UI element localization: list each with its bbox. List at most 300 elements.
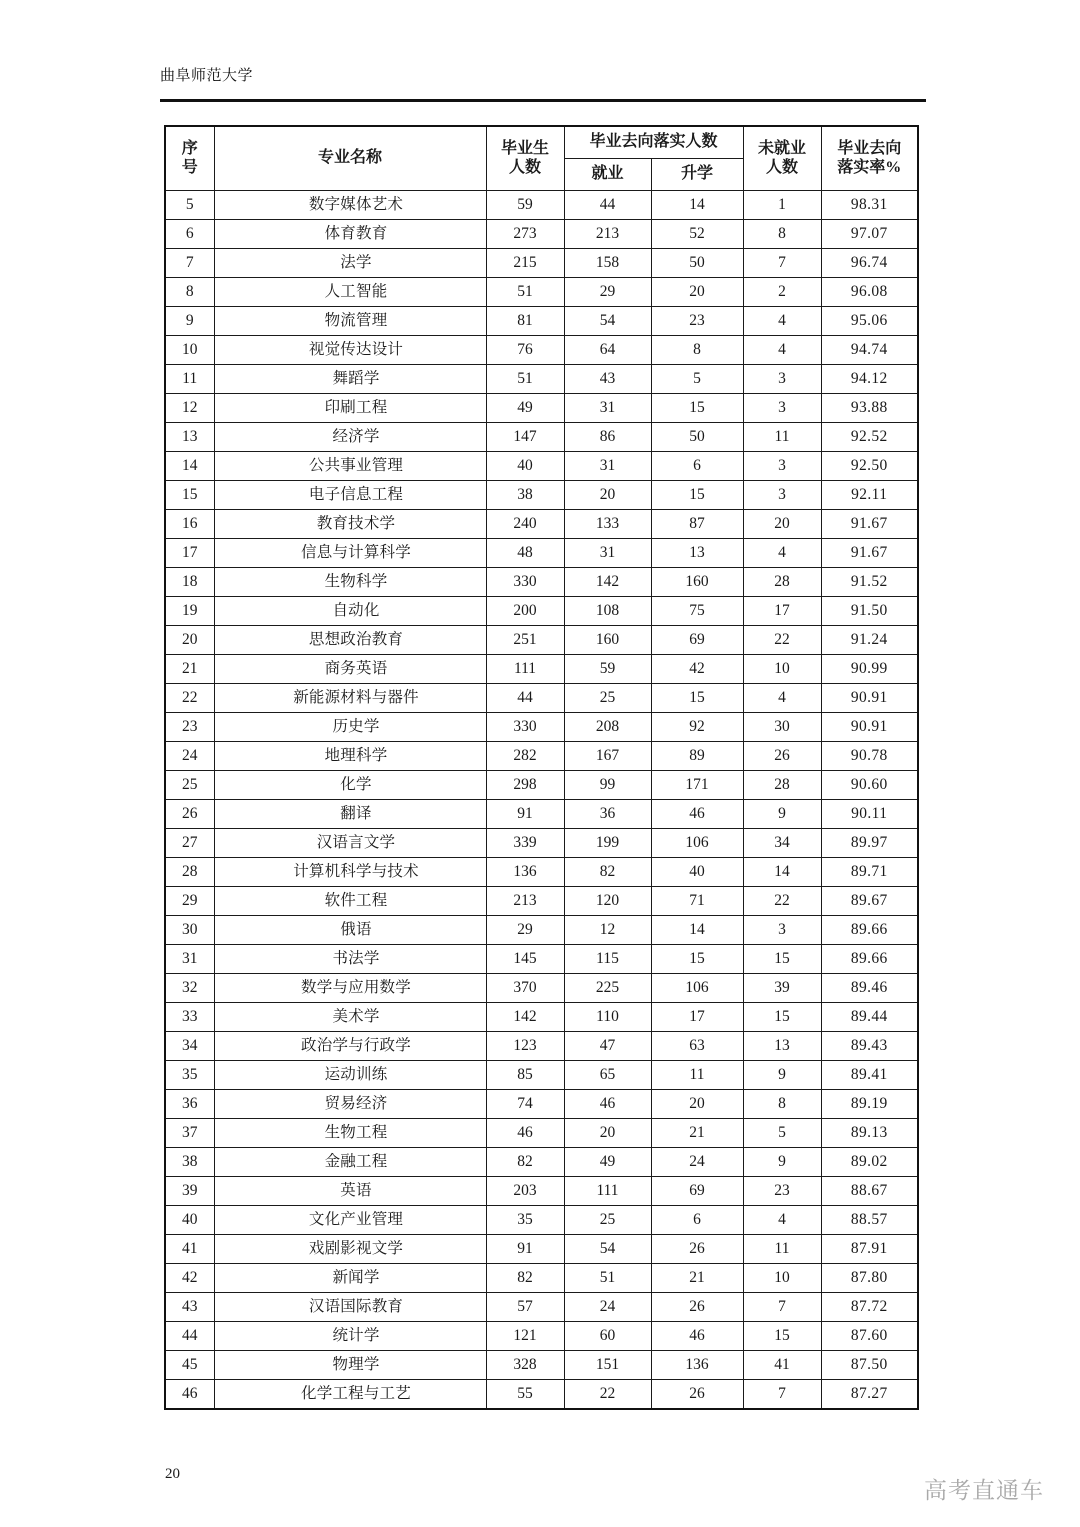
cell-placement-rate: 94.12 <box>821 365 918 394</box>
cell-further-study: 20 <box>651 278 743 307</box>
cell-major-name: 翻译 <box>214 800 486 829</box>
cell-major-name: 运动训练 <box>214 1061 486 1090</box>
cell-graduates: 330 <box>486 568 564 597</box>
table-row <box>165 1061 918 1090</box>
cell-placement-rate: 91.67 <box>821 510 918 539</box>
cell-index: 22 <box>165 684 214 713</box>
cell-employment: 167 <box>564 742 651 771</box>
table-body <box>165 191 918 1410</box>
cell-graduates: 51 <box>486 278 564 307</box>
cell-further-study: 46 <box>651 800 743 829</box>
cell-major-name: 视觉传达设计 <box>214 336 486 365</box>
cell-placement-rate: 94.74 <box>821 336 918 365</box>
cell-index: 14 <box>165 452 214 481</box>
cell-index: 45 <box>165 1351 214 1380</box>
cell-index: 37 <box>165 1119 214 1148</box>
cell-further-study: 26 <box>651 1380 743 1410</box>
cell-major-name: 思想政治教育 <box>214 626 486 655</box>
cell-major-name: 新闻学 <box>214 1264 486 1293</box>
cell-major-name: 英语 <box>214 1177 486 1206</box>
cell-major-name: 政治学与行政学 <box>214 1032 486 1061</box>
cell-employment: 29 <box>564 278 651 307</box>
cell-major-name: 生物科学 <box>214 568 486 597</box>
cell-unemployed: 41 <box>743 1351 821 1380</box>
cell-graduates: 370 <box>486 974 564 1003</box>
cell-major-name: 舞蹈学 <box>214 365 486 394</box>
cell-placement-rate: 92.50 <box>821 452 918 481</box>
cell-major-name: 商务英语 <box>214 655 486 684</box>
cell-placement-rate: 91.52 <box>821 568 918 597</box>
cell-further-study: 26 <box>651 1293 743 1322</box>
cell-graduates: 85 <box>486 1061 564 1090</box>
cell-employment: 110 <box>564 1003 651 1032</box>
cell-index: 17 <box>165 539 214 568</box>
cell-further-study: 14 <box>651 916 743 945</box>
table-row <box>165 191 918 220</box>
table-row <box>165 365 918 394</box>
table-row <box>165 800 918 829</box>
cell-unemployed: 1 <box>743 191 821 220</box>
cell-graduates: 136 <box>486 858 564 887</box>
cell-graduates: 145 <box>486 945 564 974</box>
table-row <box>165 1032 918 1061</box>
cell-employment: 12 <box>564 916 651 945</box>
cell-index: 39 <box>165 1177 214 1206</box>
cell-employment: 86 <box>564 423 651 452</box>
cell-further-study: 6 <box>651 452 743 481</box>
cell-employment: 46 <box>564 1090 651 1119</box>
table-row <box>165 452 918 481</box>
cell-further-study: 69 <box>651 1177 743 1206</box>
cell-graduates: 298 <box>486 771 564 800</box>
cell-major-name: 经济学 <box>214 423 486 452</box>
table-row <box>165 713 918 742</box>
cell-index: 34 <box>165 1032 214 1061</box>
cell-employment: 54 <box>564 307 651 336</box>
cell-unemployed: 20 <box>743 510 821 539</box>
column-header-major: 专业名称 <box>214 126 486 191</box>
university-name: 曲阜师范大学 <box>160 68 254 84</box>
cell-major-name: 物理学 <box>214 1351 486 1380</box>
cell-graduates: 147 <box>486 423 564 452</box>
cell-placement-rate: 89.46 <box>821 974 918 1003</box>
cell-major-name: 化学 <box>214 771 486 800</box>
table-row <box>165 1177 918 1206</box>
cell-employment: 151 <box>564 1351 651 1380</box>
cell-further-study: 8 <box>651 336 743 365</box>
cell-employment: 108 <box>564 597 651 626</box>
table-row <box>165 394 918 423</box>
major-placement-table <box>164 125 919 1410</box>
cell-further-study: 23 <box>651 307 743 336</box>
table-row <box>165 1351 918 1380</box>
cell-index: 26 <box>165 800 214 829</box>
table-row <box>165 1206 918 1235</box>
table-row <box>165 858 918 887</box>
cell-unemployed: 15 <box>743 1322 821 1351</box>
cell-graduates: 46 <box>486 1119 564 1148</box>
cell-employment: 44 <box>564 191 651 220</box>
cell-unemployed: 9 <box>743 1148 821 1177</box>
cell-unemployed: 5 <box>743 1119 821 1148</box>
cell-graduates: 339 <box>486 829 564 858</box>
cell-index: 19 <box>165 597 214 626</box>
cell-further-study: 20 <box>651 1090 743 1119</box>
cell-major-name: 信息与计算科学 <box>214 539 486 568</box>
cell-index: 13 <box>165 423 214 452</box>
cell-employment: 47 <box>564 1032 651 1061</box>
cell-further-study: 17 <box>651 1003 743 1032</box>
cell-employment: 31 <box>564 539 651 568</box>
cell-placement-rate: 87.27 <box>821 1380 918 1410</box>
cell-employment: 60 <box>564 1322 651 1351</box>
column-header-index-line1: 序 <box>181 139 198 157</box>
cell-major-name: 人工智能 <box>214 278 486 307</box>
cell-placement-rate: 87.80 <box>821 1264 918 1293</box>
cell-graduates: 74 <box>486 1090 564 1119</box>
cell-employment: 20 <box>564 1119 651 1148</box>
cell-employment: 158 <box>564 249 651 278</box>
cell-graduates: 40 <box>486 452 564 481</box>
cell-unemployed: 11 <box>743 1235 821 1264</box>
cell-index: 28 <box>165 858 214 887</box>
table-row <box>165 510 918 539</box>
cell-graduates: 142 <box>486 1003 564 1032</box>
page-number: 20 <box>165 1466 180 1482</box>
cell-placement-rate: 90.60 <box>821 771 918 800</box>
cell-unemployed: 4 <box>743 684 821 713</box>
cell-further-study: 5 <box>651 365 743 394</box>
cell-employment: 24 <box>564 1293 651 1322</box>
cell-placement-rate: 89.41 <box>821 1061 918 1090</box>
cell-further-study: 14 <box>651 191 743 220</box>
cell-index: 24 <box>165 742 214 771</box>
cell-graduates: 55 <box>486 1380 564 1410</box>
cell-employment: 36 <box>564 800 651 829</box>
column-header-unemployed <box>743 126 821 191</box>
cell-unemployed: 4 <box>743 336 821 365</box>
cell-major-name: 数学与应用数学 <box>214 974 486 1003</box>
cell-major-name: 金融工程 <box>214 1148 486 1177</box>
table-row <box>165 1003 918 1032</box>
cell-major-name: 汉语国际教育 <box>214 1293 486 1322</box>
cell-unemployed: 3 <box>743 481 821 510</box>
cell-graduates: 111 <box>486 655 564 684</box>
cell-placement-rate: 90.99 <box>821 655 918 684</box>
cell-employment: 51 <box>564 1264 651 1293</box>
column-header-graduates-line1: 毕业生 <box>500 139 549 157</box>
cell-index: 7 <box>165 249 214 278</box>
cell-further-study: 15 <box>651 945 743 974</box>
cell-major-name: 统计学 <box>214 1322 486 1351</box>
cell-unemployed: 4 <box>743 307 821 336</box>
cell-unemployed: 10 <box>743 655 821 684</box>
cell-employment: 20 <box>564 481 651 510</box>
column-header-further-study: 升学 <box>651 159 743 191</box>
cell-further-study: 15 <box>651 394 743 423</box>
cell-graduates: 38 <box>486 481 564 510</box>
cell-index: 41 <box>165 1235 214 1264</box>
cell-major-name: 数字媒体艺术 <box>214 191 486 220</box>
cell-further-study: 11 <box>651 1061 743 1090</box>
cell-employment: 142 <box>564 568 651 597</box>
cell-further-study: 13 <box>651 539 743 568</box>
cell-graduates: 215 <box>486 249 564 278</box>
cell-further-study: 75 <box>651 597 743 626</box>
cell-employment: 111 <box>564 1177 651 1206</box>
cell-index: 40 <box>165 1206 214 1235</box>
cell-major-name: 印刷工程 <box>214 394 486 423</box>
cell-graduates: 203 <box>486 1177 564 1206</box>
cell-unemployed: 8 <box>743 220 821 249</box>
cell-placement-rate: 89.44 <box>821 1003 918 1032</box>
cell-unemployed: 14 <box>743 858 821 887</box>
table-row <box>165 539 918 568</box>
cell-graduates: 91 <box>486 800 564 829</box>
cell-placement-rate: 90.11 <box>821 800 918 829</box>
cell-graduates: 35 <box>486 1206 564 1235</box>
cell-further-study: 24 <box>651 1148 743 1177</box>
cell-index: 25 <box>165 771 214 800</box>
cell-placement-rate: 96.74 <box>821 249 918 278</box>
cell-unemployed: 15 <box>743 945 821 974</box>
cell-index: 6 <box>165 220 214 249</box>
table-row <box>165 771 918 800</box>
cell-graduates: 91 <box>486 1235 564 1264</box>
table-row <box>165 336 918 365</box>
cell-index: 20 <box>165 626 214 655</box>
column-header-unemployed-line1: 未就业 <box>758 139 807 157</box>
cell-unemployed: 9 <box>743 1061 821 1090</box>
cell-placement-rate: 89.43 <box>821 1032 918 1061</box>
column-header-index-line2: 号 <box>181 158 198 176</box>
cell-major-name: 法学 <box>214 249 486 278</box>
cell-placement-rate: 88.67 <box>821 1177 918 1206</box>
cell-further-study: 6 <box>651 1206 743 1235</box>
cell-graduates: 240 <box>486 510 564 539</box>
cell-unemployed: 34 <box>743 829 821 858</box>
cell-major-name: 文化产业管理 <box>214 1206 486 1235</box>
cell-index: 29 <box>165 887 214 916</box>
cell-graduates: 57 <box>486 1293 564 1322</box>
table-row <box>165 916 918 945</box>
cell-unemployed: 4 <box>743 539 821 568</box>
cell-employment: 99 <box>564 771 651 800</box>
cell-unemployed: 3 <box>743 394 821 423</box>
cell-employment: 43 <box>564 365 651 394</box>
cell-graduates: 82 <box>486 1148 564 1177</box>
cell-employment: 64 <box>564 336 651 365</box>
cell-unemployed: 39 <box>743 974 821 1003</box>
cell-placement-rate: 87.72 <box>821 1293 918 1322</box>
cell-employment: 82 <box>564 858 651 887</box>
cell-unemployed: 13 <box>743 1032 821 1061</box>
cell-index: 5 <box>165 191 214 220</box>
cell-employment: 25 <box>564 1206 651 1235</box>
cell-major-name: 软件工程 <box>214 887 486 916</box>
cell-index: 43 <box>165 1293 214 1322</box>
cell-employment: 133 <box>564 510 651 539</box>
table-row <box>165 945 918 974</box>
table-row <box>165 1090 918 1119</box>
cell-further-study: 21 <box>651 1119 743 1148</box>
cell-placement-rate: 90.91 <box>821 713 918 742</box>
cell-graduates: 123 <box>486 1032 564 1061</box>
cell-graduates: 82 <box>486 1264 564 1293</box>
cell-major-name: 计算机科学与技术 <box>214 858 486 887</box>
cell-index: 35 <box>165 1061 214 1090</box>
cell-unemployed: 22 <box>743 626 821 655</box>
cell-index: 30 <box>165 916 214 945</box>
cell-index: 11 <box>165 365 214 394</box>
cell-placement-rate: 89.71 <box>821 858 918 887</box>
cell-further-study: 136 <box>651 1351 743 1380</box>
cell-index: 12 <box>165 394 214 423</box>
cell-unemployed: 28 <box>743 568 821 597</box>
column-header-placement-rate <box>821 126 918 191</box>
cell-further-study: 40 <box>651 858 743 887</box>
table-row <box>165 887 918 916</box>
cell-major-name: 自动化 <box>214 597 486 626</box>
cell-placement-rate: 89.19 <box>821 1090 918 1119</box>
cell-index: 38 <box>165 1148 214 1177</box>
cell-employment: 59 <box>564 655 651 684</box>
cell-placement-rate: 91.50 <box>821 597 918 626</box>
cell-graduates: 59 <box>486 191 564 220</box>
cell-major-name: 俄语 <box>214 916 486 945</box>
cell-employment: 65 <box>564 1061 651 1090</box>
cell-graduates: 49 <box>486 394 564 423</box>
cell-graduates: 213 <box>486 887 564 916</box>
table-row <box>165 568 918 597</box>
cell-graduates: 328 <box>486 1351 564 1380</box>
cell-major-name: 新能源材料与器件 <box>214 684 486 713</box>
cell-placement-rate: 90.78 <box>821 742 918 771</box>
table-row <box>165 1380 918 1410</box>
cell-further-study: 42 <box>651 655 743 684</box>
cell-unemployed: 3 <box>743 916 821 945</box>
column-header-graduates-line2: 人数 <box>508 158 541 176</box>
cell-graduates: 330 <box>486 713 564 742</box>
running-header <box>160 68 925 88</box>
cell-employment: 120 <box>564 887 651 916</box>
cell-unemployed: 7 <box>743 1380 821 1410</box>
cell-index: 33 <box>165 1003 214 1032</box>
cell-graduates: 29 <box>486 916 564 945</box>
cell-unemployed: 3 <box>743 365 821 394</box>
table-row <box>165 481 918 510</box>
cell-unemployed: 30 <box>743 713 821 742</box>
header-divider-rule <box>160 99 926 102</box>
cell-graduates: 81 <box>486 307 564 336</box>
cell-placement-rate: 92.11 <box>821 481 918 510</box>
cell-further-study: 21 <box>651 1264 743 1293</box>
cell-employment: 115 <box>564 945 651 974</box>
cell-index: 36 <box>165 1090 214 1119</box>
column-header-unemployed-line2: 人数 <box>766 158 799 176</box>
cell-major-name: 地理科学 <box>214 742 486 771</box>
cell-further-study: 15 <box>651 684 743 713</box>
table-row <box>165 597 918 626</box>
cell-unemployed: 26 <box>743 742 821 771</box>
cell-graduates: 200 <box>486 597 564 626</box>
table-row <box>165 1119 918 1148</box>
cell-major-name: 体育教育 <box>214 220 486 249</box>
cell-employment: 54 <box>564 1235 651 1264</box>
cell-major-name: 汉语言文学 <box>214 829 486 858</box>
cell-major-name: 化学工程与工艺 <box>214 1380 486 1410</box>
cell-major-name: 公共事业管理 <box>214 452 486 481</box>
cell-unemployed: 17 <box>743 597 821 626</box>
cell-index: 44 <box>165 1322 214 1351</box>
column-header-placement-rate-line1: 毕业去向 <box>837 139 902 157</box>
cell-index: 31 <box>165 945 214 974</box>
cell-unemployed: 23 <box>743 1177 821 1206</box>
cell-major-name: 历史学 <box>214 713 486 742</box>
column-header-placement-rate-line2: 落实率% <box>837 158 902 176</box>
cell-major-name: 电子信息工程 <box>214 481 486 510</box>
cell-placement-rate: 89.66 <box>821 916 918 945</box>
cell-graduates: 282 <box>486 742 564 771</box>
cell-graduates: 44 <box>486 684 564 713</box>
cell-further-study: 52 <box>651 220 743 249</box>
cell-major-name: 戏剧影视文学 <box>214 1235 486 1264</box>
cell-index: 9 <box>165 307 214 336</box>
cell-placement-rate: 88.57 <box>821 1206 918 1235</box>
cell-index: 27 <box>165 829 214 858</box>
cell-index: 23 <box>165 713 214 742</box>
cell-graduates: 76 <box>486 336 564 365</box>
cell-graduates: 48 <box>486 539 564 568</box>
cell-index: 42 <box>165 1264 214 1293</box>
cell-unemployed: 22 <box>743 887 821 916</box>
cell-further-study: 106 <box>651 829 743 858</box>
cell-unemployed: 3 <box>743 452 821 481</box>
table-row <box>165 684 918 713</box>
cell-employment: 49 <box>564 1148 651 1177</box>
cell-graduates: 51 <box>486 365 564 394</box>
cell-placement-rate: 97.07 <box>821 220 918 249</box>
cell-major-name: 书法学 <box>214 945 486 974</box>
cell-index: 8 <box>165 278 214 307</box>
cell-placement-rate: 87.50 <box>821 1351 918 1380</box>
cell-unemployed: 10 <box>743 1264 821 1293</box>
watermark: 高考直通车 <box>924 1477 1044 1503</box>
cell-unemployed: 7 <box>743 1293 821 1322</box>
cell-further-study: 50 <box>651 249 743 278</box>
cell-placement-rate: 87.60 <box>821 1322 918 1351</box>
table-row <box>165 1293 918 1322</box>
table-row <box>165 1322 918 1351</box>
table-row <box>165 307 918 336</box>
cell-major-name: 教育技术学 <box>214 510 486 539</box>
cell-employment: 31 <box>564 394 651 423</box>
cell-placement-rate: 93.88 <box>821 394 918 423</box>
column-header-employment: 就业 <box>564 159 651 191</box>
column-header-index <box>165 126 214 191</box>
table-row <box>165 278 918 307</box>
cell-unemployed: 4 <box>743 1206 821 1235</box>
cell-employment: 160 <box>564 626 651 655</box>
cell-employment: 199 <box>564 829 651 858</box>
table-row <box>165 220 918 249</box>
table-row <box>165 1148 918 1177</box>
cell-index: 46 <box>165 1380 214 1410</box>
cell-index: 10 <box>165 336 214 365</box>
cell-placement-rate: 98.31 <box>821 191 918 220</box>
cell-graduates: 251 <box>486 626 564 655</box>
cell-unemployed: 28 <box>743 771 821 800</box>
